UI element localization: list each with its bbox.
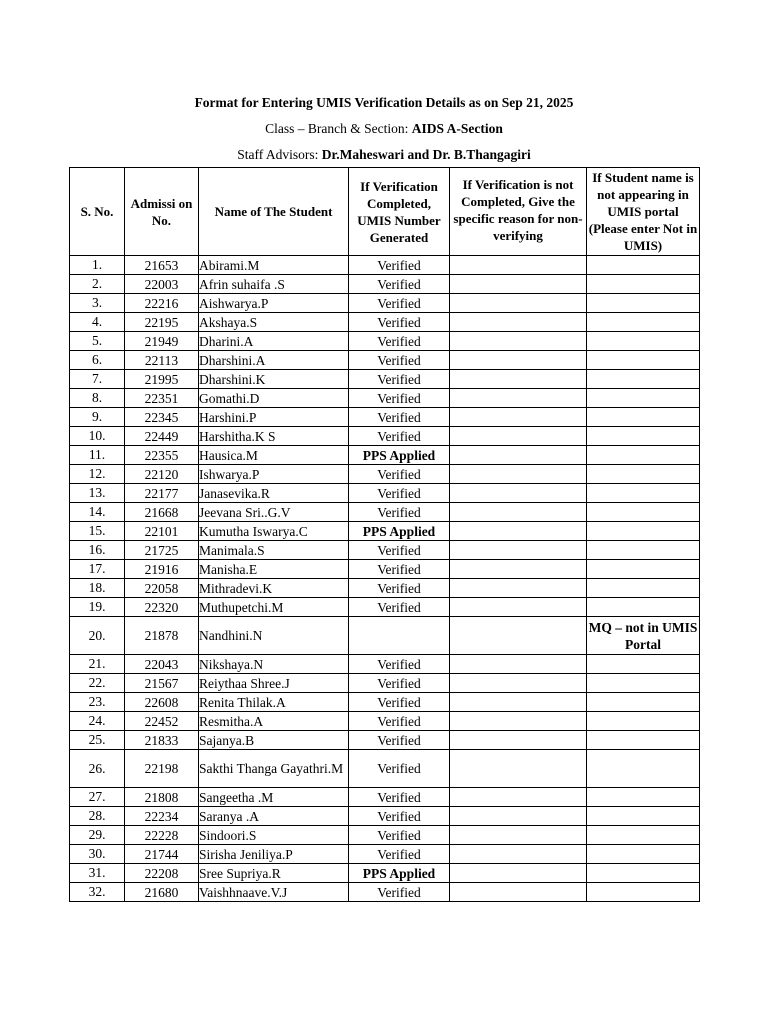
non-verification-reason-cell — [450, 294, 587, 313]
non-verification-reason-cell — [450, 541, 587, 560]
verification-status-cell: PPS Applied — [349, 864, 450, 883]
document-title: Format for Entering UMIS Verification Details as on Sep 21, 2025 — [194, 95, 574, 110]
serial-number-cell: 16. — [70, 541, 125, 560]
verification-status-cell: Verified — [349, 541, 450, 560]
admission-number-cell: 22198 — [125, 750, 199, 788]
not-in-umis-cell — [587, 446, 700, 465]
verification-status-cell: PPS Applied — [349, 522, 450, 541]
header-serial-number: S. No. — [70, 168, 125, 256]
verification-status-cell: Verified — [349, 370, 450, 389]
not-in-umis-cell — [587, 579, 700, 598]
non-verification-reason-cell — [450, 579, 587, 598]
not-in-umis-cell — [587, 750, 700, 788]
student-name-cell: Harshini.P — [199, 408, 349, 427]
not-in-umis-cell — [587, 256, 700, 275]
serial-number-cell: 26. — [70, 750, 125, 788]
verification-status-cell: Verified — [349, 332, 450, 351]
admission-number-cell: 22195 — [125, 313, 199, 332]
verification-status-cell — [349, 617, 450, 655]
admission-number-cell: 21725 — [125, 541, 199, 560]
non-verification-reason-cell — [450, 750, 587, 788]
not-in-umis-cell — [587, 503, 700, 522]
serial-number-cell: 25. — [70, 731, 125, 750]
non-verification-reason-cell — [450, 313, 587, 332]
table-row — [70, 370, 700, 389]
non-verification-reason-cell — [450, 446, 587, 465]
verification-status-cell: Verified — [349, 560, 450, 579]
non-verification-reason-cell — [450, 522, 587, 541]
verification-status-cell: Verified — [349, 389, 450, 408]
serial-number-cell: 12. — [70, 465, 125, 484]
serial-number-cell: 8. — [70, 389, 125, 408]
table-row — [70, 294, 700, 313]
admission-number-cell: 22003 — [125, 275, 199, 294]
student-name-cell: Mithradevi.K — [199, 579, 349, 598]
admission-number-cell: 22608 — [125, 693, 199, 712]
class-value: AIDS A-Section — [411, 121, 503, 136]
student-name-cell: Aishwarya.P — [199, 294, 349, 313]
not-in-umis-cell — [587, 845, 700, 864]
admission-number-cell: 21878 — [125, 617, 199, 655]
admission-number-cell: 21833 — [125, 731, 199, 750]
not-in-umis-cell — [587, 522, 700, 541]
verification-status-cell: Verified — [349, 674, 450, 693]
not-in-umis-cell — [587, 674, 700, 693]
serial-number-cell: 18. — [70, 579, 125, 598]
student-name-cell: Sirisha Jeniliya.P — [199, 845, 349, 864]
not-in-umis-cell — [587, 598, 700, 617]
table-row — [70, 864, 700, 883]
table-row — [70, 313, 700, 332]
not-in-umis-cell — [587, 731, 700, 750]
verification-status-cell: Verified — [349, 256, 450, 275]
not-in-umis-cell: MQ – not in UMIS Portal — [587, 617, 700, 655]
admission-number-cell: 21653 — [125, 256, 199, 275]
student-name-cell: Sangeetha .M — [199, 788, 349, 807]
not-in-umis-cell — [587, 465, 700, 484]
student-name-cell: Vaishhnaave.V.J — [199, 883, 349, 902]
verification-status-cell: Verified — [349, 598, 450, 617]
non-verification-reason-cell — [450, 807, 587, 826]
non-verification-reason-cell — [450, 788, 587, 807]
verification-status-cell: Verified — [349, 788, 450, 807]
student-name-cell: Hausica.M — [199, 446, 349, 465]
serial-number-cell: 11. — [70, 446, 125, 465]
serial-number-cell: 5. — [70, 332, 125, 351]
not-in-umis-cell — [587, 693, 700, 712]
not-in-umis-cell — [587, 294, 700, 313]
student-name-cell: Manisha.E — [199, 560, 349, 579]
non-verification-reason-cell — [450, 503, 587, 522]
admission-number-cell: 22351 — [125, 389, 199, 408]
table-row — [70, 503, 700, 522]
student-name-cell: Sindoori.S — [199, 826, 349, 845]
verification-status-cell: Verified — [349, 807, 450, 826]
serial-number-cell: 1. — [70, 256, 125, 275]
header-non-verification-reason: If Verification is not Completed, Give the specific reason for non-verifying — [450, 168, 587, 256]
verification-status-cell: Verified — [349, 351, 450, 370]
table-row — [70, 522, 700, 541]
table-row — [70, 560, 700, 579]
non-verification-reason-cell — [450, 370, 587, 389]
serial-number-cell: 21. — [70, 655, 125, 674]
table-row — [70, 883, 700, 902]
table-row — [70, 845, 700, 864]
serial-number-cell: 9. — [70, 408, 125, 427]
admission-number-cell: 22120 — [125, 465, 199, 484]
table-row — [70, 693, 700, 712]
non-verification-reason-cell — [450, 256, 587, 275]
non-verification-reason-cell — [450, 484, 587, 503]
verification-status-cell: Verified — [349, 294, 450, 313]
table-row — [70, 275, 700, 294]
student-name-cell: Akshaya.S — [199, 313, 349, 332]
non-verification-reason-cell — [450, 731, 587, 750]
non-verification-reason-cell — [450, 617, 587, 655]
student-name-cell: Sajanya.B — [199, 731, 349, 750]
not-in-umis-cell — [587, 389, 700, 408]
admission-number-cell: 22043 — [125, 655, 199, 674]
non-verification-reason-cell — [450, 408, 587, 427]
serial-number-cell: 32. — [70, 883, 125, 902]
verification-status-cell: Verified — [349, 408, 450, 427]
non-verification-reason-cell — [450, 560, 587, 579]
non-verification-reason-cell — [450, 275, 587, 294]
non-verification-reason-cell — [450, 845, 587, 864]
verification-status-cell: Verified — [349, 503, 450, 522]
student-name-cell: Dharini.A — [199, 332, 349, 351]
admission-number-cell: 21808 — [125, 788, 199, 807]
table-row — [70, 541, 700, 560]
student-name-cell: Kumutha Iswarya.C — [199, 522, 349, 541]
not-in-umis-cell — [587, 883, 700, 902]
admission-number-cell: 22345 — [125, 408, 199, 427]
verification-status-cell: Verified — [349, 731, 450, 750]
serial-number-cell: 28. — [70, 807, 125, 826]
student-name-cell: Jeevana Sri..G.V — [199, 503, 349, 522]
verification-status-cell: Verified — [349, 465, 450, 484]
table-row — [70, 617, 700, 655]
serial-number-cell: 22. — [70, 674, 125, 693]
verification-status-cell: Verified — [349, 484, 450, 503]
table-row — [70, 332, 700, 351]
student-name-cell: Reiythaa Shree.J — [199, 674, 349, 693]
student-name-cell: Harshitha.K S — [199, 427, 349, 446]
admission-number-cell: 22101 — [125, 522, 199, 541]
non-verification-reason-cell — [450, 332, 587, 351]
not-in-umis-cell — [587, 655, 700, 674]
table-header-row — [70, 168, 700, 256]
verification-status-cell: Verified — [349, 712, 450, 731]
verification-status-cell: Verified — [349, 693, 450, 712]
non-verification-reason-cell — [450, 826, 587, 845]
serial-number-cell: 31. — [70, 864, 125, 883]
non-verification-reason-cell — [450, 674, 587, 693]
student-name-cell: Afrin suhaifa .S — [199, 275, 349, 294]
student-name-cell: Manimala.S — [199, 541, 349, 560]
admission-number-cell: 21995 — [125, 370, 199, 389]
not-in-umis-cell — [587, 788, 700, 807]
student-name-cell: Sree Supriya.R — [199, 864, 349, 883]
not-in-umis-cell — [587, 807, 700, 826]
admission-number-cell: 22452 — [125, 712, 199, 731]
table-row — [70, 408, 700, 427]
student-name-cell: Abirami.M — [199, 256, 349, 275]
not-in-umis-cell — [587, 370, 700, 389]
admission-number-cell: 22113 — [125, 351, 199, 370]
student-name-cell: Nandhini.N — [199, 617, 349, 655]
table-row — [70, 807, 700, 826]
serial-number-cell: 29. — [70, 826, 125, 845]
class-line — [69, 120, 699, 138]
admission-number-cell: 22058 — [125, 579, 199, 598]
admission-number-cell: 22449 — [125, 427, 199, 446]
not-in-umis-cell — [587, 408, 700, 427]
verification-status-cell: Verified — [349, 275, 450, 294]
admission-number-cell: 21949 — [125, 332, 199, 351]
header-admission-number: Admissi on No. — [125, 168, 199, 256]
non-verification-reason-cell — [450, 351, 587, 370]
student-name-cell: Dharshini.A — [199, 351, 349, 370]
serial-number-cell: 30. — [70, 845, 125, 864]
verification-status-cell: PPS Applied — [349, 446, 450, 465]
header-umis-number-generated: If Verification Completed, UMIS Number Generated — [349, 168, 450, 256]
student-name-cell: Resmitha.A — [199, 712, 349, 731]
verification-table — [69, 167, 700, 902]
student-name-cell: Renita Thilak.A — [199, 693, 349, 712]
not-in-umis-cell — [587, 275, 700, 294]
verification-status-cell: Verified — [349, 883, 450, 902]
staff-advisors-label: Staff Advisors: — [237, 147, 322, 162]
serial-number-cell: 2. — [70, 275, 125, 294]
table-row — [70, 446, 700, 465]
serial-number-cell: 19. — [70, 598, 125, 617]
class-label: Class – Branch & Section: — [265, 121, 412, 136]
serial-number-cell: 20. — [70, 617, 125, 655]
serial-number-cell: 24. — [70, 712, 125, 731]
not-in-umis-cell — [587, 560, 700, 579]
table-row — [70, 389, 700, 408]
verification-status-cell: Verified — [349, 313, 450, 332]
serial-number-cell: 7. — [70, 370, 125, 389]
table-row — [70, 655, 700, 674]
table-row — [70, 465, 700, 484]
admission-number-cell: 22228 — [125, 826, 199, 845]
student-name-cell: Ishwarya.P — [199, 465, 349, 484]
not-in-umis-cell — [587, 332, 700, 351]
table-row — [70, 427, 700, 446]
non-verification-reason-cell — [450, 427, 587, 446]
serial-number-cell: 13. — [70, 484, 125, 503]
table-row — [70, 674, 700, 693]
non-verification-reason-cell — [450, 883, 587, 902]
non-verification-reason-cell — [450, 864, 587, 883]
serial-number-cell: 3. — [70, 294, 125, 313]
serial-number-cell: 6. — [70, 351, 125, 370]
student-name-cell: Nikshaya.N — [199, 655, 349, 674]
table-row — [70, 579, 700, 598]
table-row — [70, 826, 700, 845]
student-name-cell: Janasevika.R — [199, 484, 349, 503]
admission-number-cell: 22234 — [125, 807, 199, 826]
table-row — [70, 351, 700, 370]
verification-status-cell: Verified — [349, 750, 450, 788]
verification-status-cell: Verified — [349, 845, 450, 864]
admission-number-cell: 21668 — [125, 503, 199, 522]
verification-status-cell: Verified — [349, 655, 450, 674]
not-in-umis-cell — [587, 864, 700, 883]
serial-number-cell: 23. — [70, 693, 125, 712]
not-in-umis-cell — [587, 313, 700, 332]
admission-number-cell: 22177 — [125, 484, 199, 503]
serial-number-cell: 14. — [70, 503, 125, 522]
admission-number-cell: 21567 — [125, 674, 199, 693]
verification-status-cell: Verified — [349, 579, 450, 598]
student-name-cell: Gomathi.D — [199, 389, 349, 408]
serial-number-cell: 27. — [70, 788, 125, 807]
admission-number-cell: 21744 — [125, 845, 199, 864]
verification-status-cell: Verified — [349, 427, 450, 446]
staff-advisors-line — [69, 146, 699, 164]
student-name-cell: Dharshini.K — [199, 370, 349, 389]
verification-status-cell: Verified — [349, 826, 450, 845]
table-body — [70, 256, 700, 902]
serial-number-cell: 17. — [70, 560, 125, 579]
table-row — [70, 731, 700, 750]
not-in-umis-cell — [587, 826, 700, 845]
staff-advisors-value: Dr.Maheswari and Dr. B.Thangagiri — [321, 147, 531, 162]
header-student-name: Name of The Student — [199, 168, 349, 256]
table-row — [70, 598, 700, 617]
non-verification-reason-cell — [450, 693, 587, 712]
admission-number-cell: 21680 — [125, 883, 199, 902]
student-name-cell: Sakthi Thanga Gayathri.M — [199, 750, 349, 788]
table-row — [70, 750, 700, 788]
not-in-umis-cell — [587, 351, 700, 370]
serial-number-cell: 4. — [70, 313, 125, 332]
not-in-umis-cell — [587, 484, 700, 503]
non-verification-reason-cell — [450, 655, 587, 674]
admission-number-cell: 21916 — [125, 560, 199, 579]
admission-number-cell: 22208 — [125, 864, 199, 883]
admission-number-cell: 22320 — [125, 598, 199, 617]
non-verification-reason-cell — [450, 465, 587, 484]
non-verification-reason-cell — [450, 712, 587, 731]
table-row — [70, 484, 700, 503]
serial-number-cell: 15. — [70, 522, 125, 541]
admission-number-cell: 22216 — [125, 294, 199, 313]
student-name-cell: Muthupetchi.M — [199, 598, 349, 617]
not-in-umis-cell — [587, 427, 700, 446]
student-name-cell: Saranya .A — [199, 807, 349, 826]
not-in-umis-cell — [587, 541, 700, 560]
header-not-in-umis: If Student name is not appearing in UMIS portal (Please enter Not in UMIS) — [587, 168, 700, 256]
table-row — [70, 712, 700, 731]
not-in-umis-cell — [587, 712, 700, 731]
non-verification-reason-cell — [450, 598, 587, 617]
serial-number-cell: 10. — [70, 427, 125, 446]
non-verification-reason-cell — [450, 389, 587, 408]
table-row — [70, 256, 700, 275]
admission-number-cell: 22355 — [125, 446, 199, 465]
table-row — [70, 788, 700, 807]
